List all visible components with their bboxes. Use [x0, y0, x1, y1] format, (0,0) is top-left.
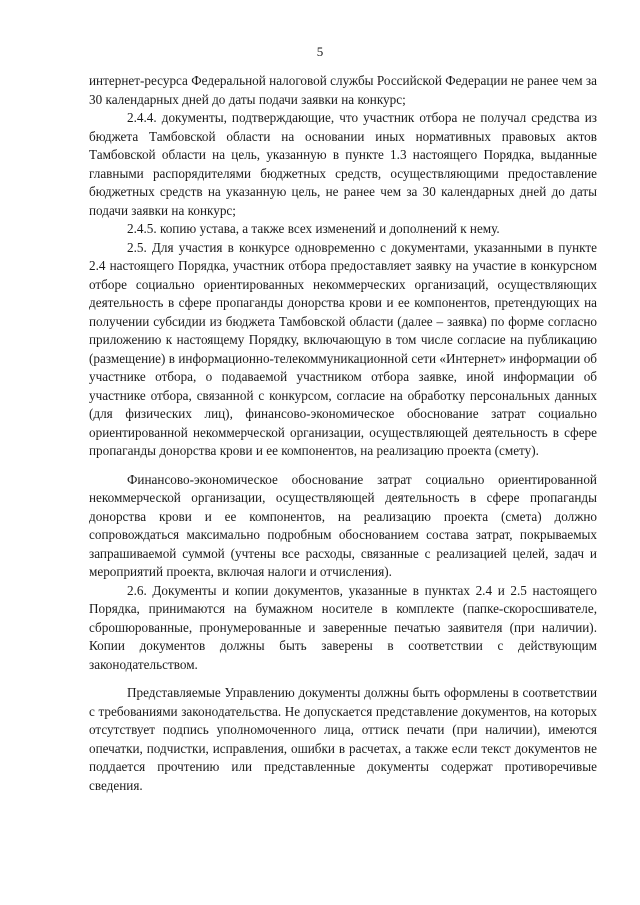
paragraph-2-4-5: 2.4.5. копию устава, а также всех изменений и дополнений к нему.	[127, 221, 500, 236]
paragraph-2-6: 2.6. Документы и копии документов, указанные в пунктах 2.4 и 2.5 настоящего Порядка, принимаются на бумажном носителе в комплекте (папке-скоросшивателе, сброшюрованные, пронумерованные и заверенные печатью заявителя (при наличии). Копии документов должны быть заверены в соответствии с действующим законодательством.	[89, 582, 597, 672]
paragraph-2-5: 2.5. Для участия в конкурсе одновременно с документами, указанными в пункте 2.4 настоящего Порядка, участник отбора предоставляет заявку на участие в конкурсном отборе социально ориентированных некоммерческих организаций, осуществляющих деятельность в сфере пропаганды донорства крови и ее компонентов, претендующих на получении субсидии из бюджета Тамбовской области (далее – заявка) по форме согласно приложению к настоящему Порядку, включающую в том числе согласие на публикацию (размещение) в информационно-телекоммуникационной сети «Интернет» информации об участнике отбора, о подаваемой участником отбора заявке, иной информации об участнике отбора, связанной с конкурсом, согласие на обработку персональных данных (для физических лиц), финансово-экономическое обоснование затрат социально ориентированной некоммерческой организации, осуществляющей деятельность в сфере пропаганды донорства крови и ее компонентов, на реализацию проекта (смету).	[89, 239, 597, 458]
paragraph-financial-justification: Финансово-экономическое обоснование затрат социально ориентированной некоммерческой организации, осуществляющей деятельность в сфере пропаганды донорства крови и ее компонентов, на реализацию проекта (смета) должно сопровождаться максимально подробным обоснованием состава затрат, покрываемых запрашиваемой суммой (учтены все расходы, связанные с реализацией целей, задач и мероприятий проекта, включая налоги и отчисления).	[89, 471, 597, 579]
paragraph-2-4-4: 2.4.4. документы, подтверждающие, что участник отбора не получал средства из бюджета Тамбовской области на основании иных нормативных правовых актов Тамбовской области на цель, указанную в пункте 1.3 настоящего Порядка, выданные главными распорядителями бюджетных средств, осуществляющими предоставление бюджетных средств на указанную цель, не ранее чем за 30 календарных дней до даты подачи заявки на конкурс;	[89, 110, 597, 218]
paragraph-tax-service-continuation: интернет-ресурса Федеральной налоговой службы Российской Федерации не ранее чем за 30 календарных дней до даты подачи заявки на конкурс;	[89, 73, 597, 107]
paragraph-document-requirements: Представляемые Управлению документы должны быть оформлены в соответствии с требованиями законодательства. Не допускается представление документов, на которых отсутствует подпись уполномоченного лица, оттиск печати (при наличии), имеются опечатки, подчистки, исправления, ошибки в расчетах, а также если текст документов не поддается прочтению или представленные документы содержат противоречивые сведения.	[89, 685, 597, 793]
document-body	[89, 72, 597, 795]
page-number: 5	[316, 44, 324, 59]
